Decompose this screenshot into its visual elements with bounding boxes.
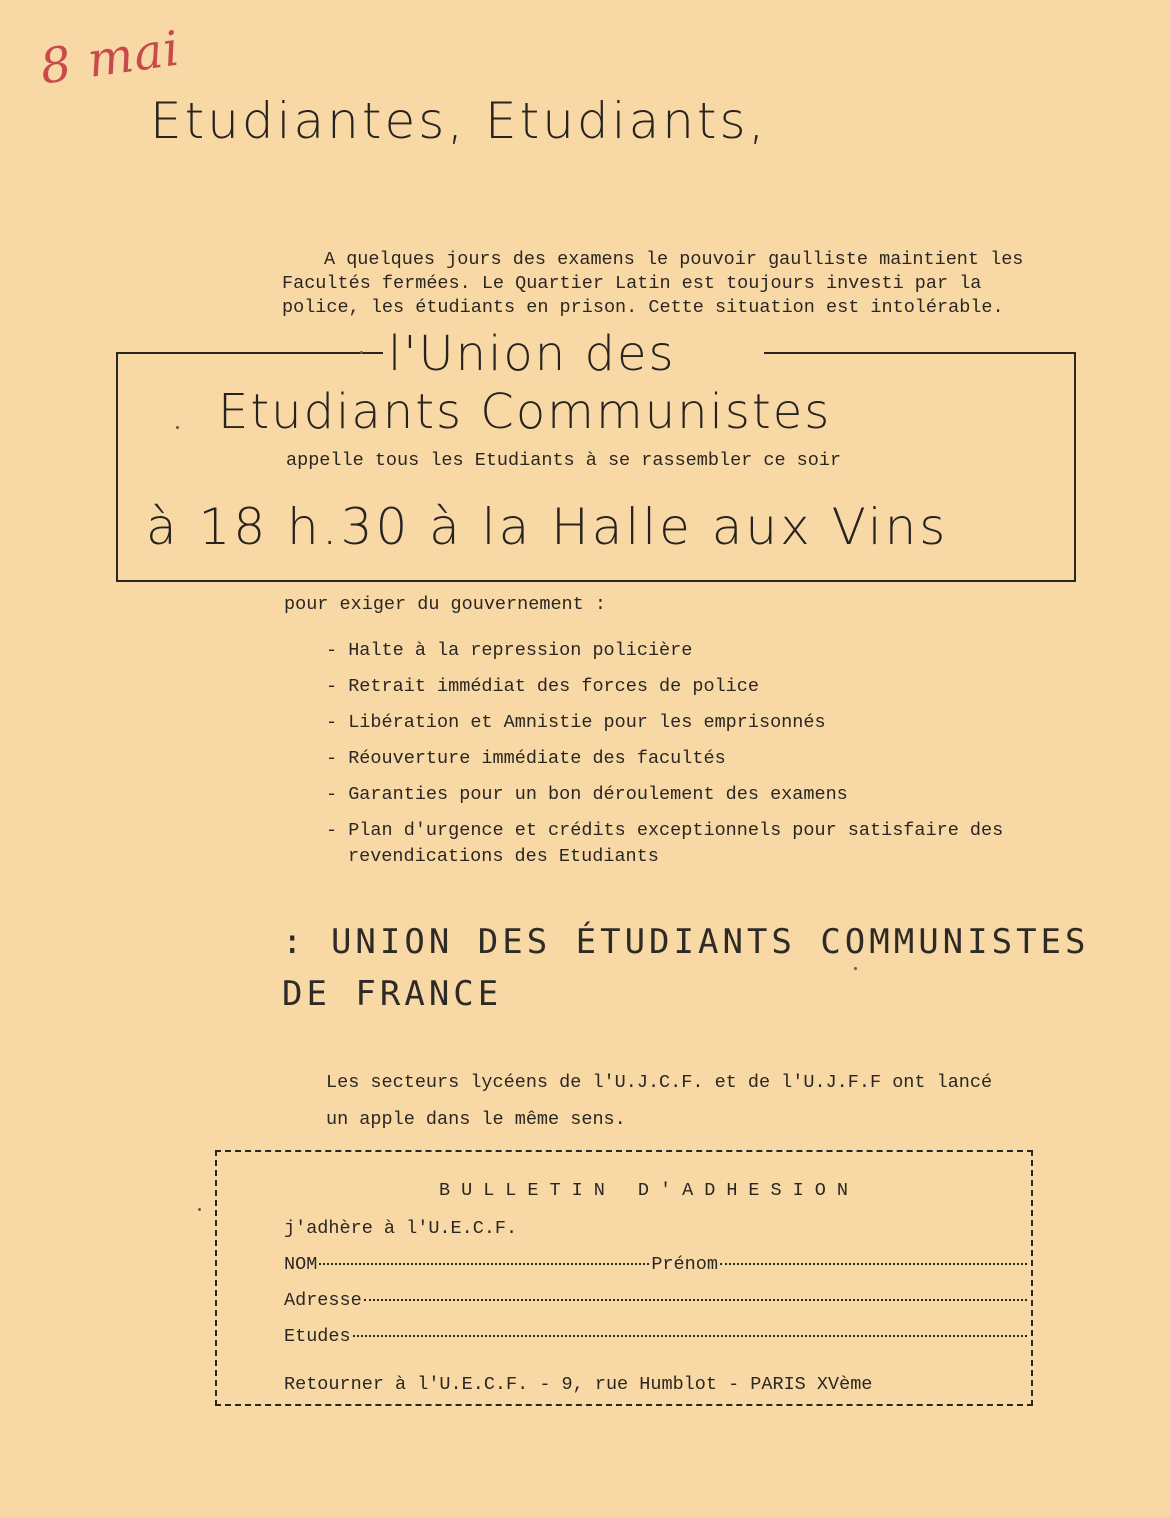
form-title: BULLETIN D'ADHESION bbox=[439, 1180, 859, 1201]
notice-line-2: un apple dans le même sens. bbox=[326, 1109, 626, 1130]
intro-line-3: police, les étudiants en prison. Cette situation est intolérable. bbox=[282, 297, 1004, 318]
adresse-label: Adresse bbox=[284, 1290, 362, 1311]
etudes-label: Etudes bbox=[284, 1326, 351, 1347]
demand-item: - Garanties pour un bon déroulement des examens bbox=[326, 784, 848, 805]
form-name-row bbox=[284, 1254, 1029, 1275]
box-top-border-left bbox=[116, 352, 383, 354]
form-return-address: Retourner à l'U.E.C.F. - 9, rue Humblot - PARIS XVème bbox=[284, 1374, 873, 1395]
handwritten-date-note: 8 mai bbox=[36, 20, 184, 96]
notice-line-1: Les secteurs lycéens de l'U.J.C.F. et de l'U.J.F.F ont lancé bbox=[326, 1072, 993, 1093]
form-studies-row bbox=[284, 1326, 1029, 1347]
intro-line-2: Facultés fermées. Le Quartier Latin est toujours investi par la bbox=[282, 273, 982, 294]
stamp-line-2: DE FRANCE bbox=[282, 974, 503, 1014]
demands-intro: pour exiger du gouvernement : bbox=[284, 594, 606, 615]
adresse-field[interactable] bbox=[364, 1298, 1027, 1301]
prenom-label: Prénom bbox=[651, 1254, 718, 1275]
etudes-field[interactable] bbox=[353, 1334, 1027, 1337]
leaflet-heading: Etudiantes, Etudiants, bbox=[150, 92, 768, 150]
demand-item: - Réouverture immédiate des facultés bbox=[326, 748, 726, 769]
intro-line-1: A quelques jours des examens le pouvoir gaulliste maintient les bbox=[324, 249, 1024, 270]
demand-item-text: - Plan d'urgence et crédits exceptionnels pour satisfaire des bbox=[326, 820, 1004, 841]
stamp-line-1: : UNION DES ÉTUDIANTS COMMUNISTES bbox=[282, 922, 1090, 962]
callout-union-title: l'Union des bbox=[388, 326, 676, 382]
callout-appeal-text: appelle tous les Etudiants à se rassembler ce soir bbox=[286, 450, 842, 471]
organization-stamp bbox=[282, 916, 1090, 1020]
callout-time-place: à 18 h.30 à la Halle aux Vins bbox=[146, 498, 949, 556]
nom-label: NOM bbox=[284, 1254, 318, 1275]
box-top-border-right bbox=[764, 352, 1076, 354]
form-address-row bbox=[284, 1290, 1029, 1311]
demand-item: - Libération et Amnistie pour les emprisonnés bbox=[326, 712, 826, 733]
intro-paragraph bbox=[282, 248, 1023, 320]
paper-speck bbox=[198, 1208, 201, 1211]
form-adhere-text: j'adhère à l'U.E.C.F. bbox=[284, 1218, 518, 1239]
nom-field[interactable] bbox=[319, 1262, 649, 1265]
callout-org-name: Etudiants Communistes bbox=[218, 384, 832, 440]
lycee-notice bbox=[326, 1064, 992, 1138]
paper-speck bbox=[176, 426, 179, 429]
demand-item: - Retrait immédiat des forces de police bbox=[326, 676, 759, 697]
demand-item-continuation: revendications des Etudiants bbox=[348, 846, 659, 867]
paper-speck bbox=[360, 351, 363, 354]
prenom-field[interactable] bbox=[720, 1262, 1027, 1265]
demand-item: - Halte à la repression policière bbox=[326, 640, 693, 661]
demand-item-multiline bbox=[326, 818, 1003, 870]
paper-speck bbox=[854, 967, 857, 970]
rally-call-box bbox=[116, 326, 1076, 582]
membership-form bbox=[215, 1150, 1033, 1406]
demands-list bbox=[326, 638, 1003, 880]
